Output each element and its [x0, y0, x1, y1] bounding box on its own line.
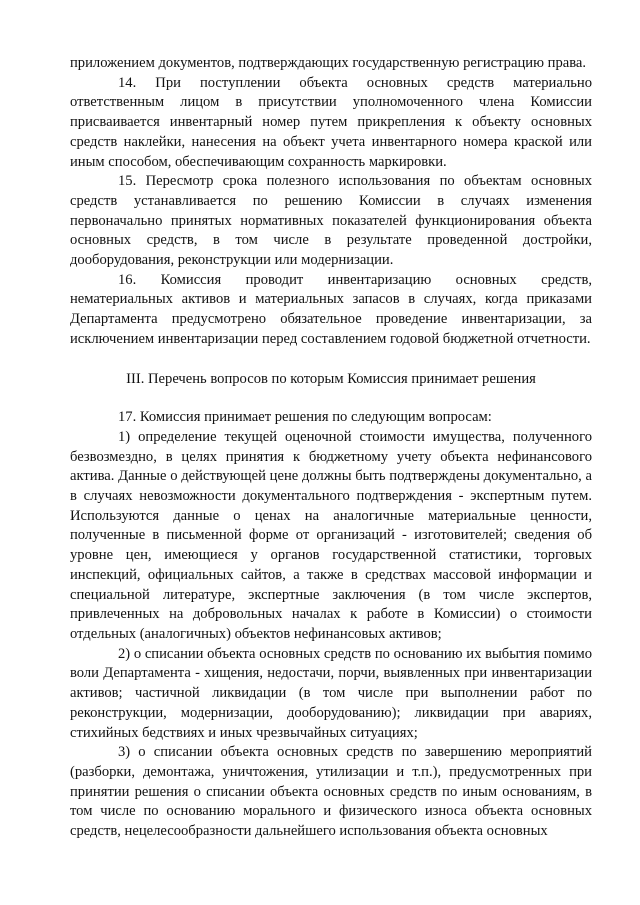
list-item-2: 2) о списании объекта основных средств по основанию их выбытия помимо воли Департамента - хищения, недостачи, порчи, выявленных при инвентаризации активов; частичной ликвидации (в том числе при выполнении работ по реконструкции, модернизации, дооборудованию); ликвидации при авариях, стихийных бедствиях и иных чрезвычайных ситуациях; [70, 645, 592, 741]
continuation-paragraph: приложением документов, подтверждающих государственную регистрацию права. [70, 55, 587, 71]
list-item-1: 1) определение текущей оценочной стоимости имущества, полученного безвозмездно, в целях принятия к бюджетному учету объекта нефинансового актива. Данные о действующей цене должны быть подтверждены документально, а в случаях невозможности документального подтверждения - экспертным путем. Используются данные о ценах на аналогичные материальные ценности, полученные в письменной форме от организаций - изготовителей; сведения об уровне цен, имеющиеся у органов государственной статистики, торговых инспекций, официальных сайтов, а также в средствах массовой информации и специальной литературе, экспертные заключения (в том числе экспертов, привлеченных на добровольных началах к работе в Комиссии) о стоимости отдельных (аналогичных) объектов нефинансовых активов; [70, 428, 592, 642]
list-item-3: 3) о списании объекта основных средств по завершению мероприятий (разборки, демонтажа, уничтожения, утилизации и т.п.), предусмотренных при принятии решения о списании объекта основных средств по иным основаниям, в том числе по основанию морального и физического износа объекта основных средств, нецелесообразности дальнейшего использования объекта основных [70, 744, 592, 840]
paragraph-16: 16. Комиссия проводит инвентаризацию основных средств, нематериальных активов и материальных запасов в случаях, когда приказами Департамента предусмотрено обязательное проведение инвентаризации, за исключением инвентаризации перед составлением годовой бюджетной отчетности. [70, 271, 592, 347]
section-heading: III. Перечень вопросов по которым Комиссия принимает решения [126, 370, 536, 387]
document-body [70, 54, 592, 842]
paragraph-15: 15. Пересмотр срока полезного использования по объектам основных средств устанавливается по решению Комиссии в случаях изменения первоначально принятых нормативных показателей функционирования объекта основных средств, в том числе в результате проведенной достройки, дооборудования, реконструкции или модернизации. [70, 173, 592, 269]
paragraph-14: 14. При поступлении объекта основных средств материально ответственным лицом в присутствии уполномоченного члена Комиссии присваивается инвентарный номер путем прикрепления к объекту основных средств наклейки, нанесения на объект учета инвентарного номера краской или иным способом, обеспечивающим сохранность маркировки. [70, 74, 592, 170]
paragraph-17: 17. Комиссия принимает решения по следующим вопросам: [118, 409, 492, 426]
